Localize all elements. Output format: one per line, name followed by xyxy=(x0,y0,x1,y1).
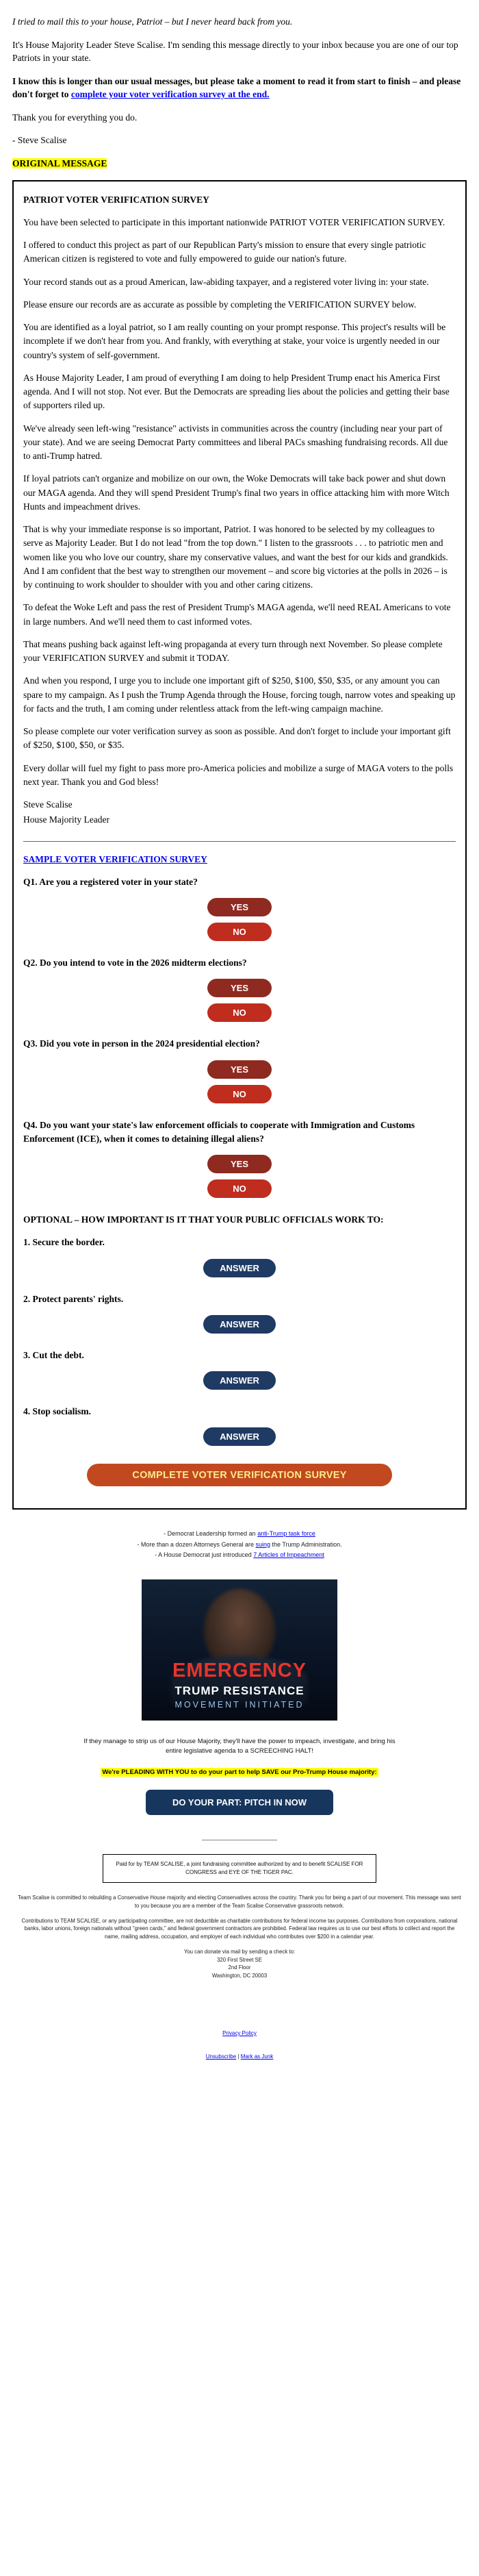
q3-yes-button[interactable]: YES xyxy=(207,1060,272,1079)
privacy-policy-link[interactable]: Privacy Policy xyxy=(222,2029,257,2036)
original-message-row xyxy=(12,157,467,171)
horizontal-divider xyxy=(23,841,456,842)
answer-button-3[interactable]: ANSWER xyxy=(203,1371,276,1390)
sample-survey-title-link[interactable]: SAMPLE VOTER VERIFICATION SURVEY xyxy=(23,853,207,864)
q3-no-button[interactable]: NO xyxy=(207,1085,272,1103)
optional-heading: OPTIONAL – HOW IMPORTANT IS IT THAT YOUR PUBLIC OFFICIALS WORK TO: xyxy=(23,1214,384,1225)
news-line-link[interactable]: 7 Articles of Impeachment xyxy=(253,1551,324,1558)
sample-survey-title-row xyxy=(23,853,456,866)
q4-no-button[interactable]: NO xyxy=(207,1179,272,1198)
news-line xyxy=(12,1529,467,1539)
intro-section xyxy=(12,15,467,171)
q3-answers xyxy=(23,1060,456,1103)
news-line-link[interactable]: anti-Trump task force xyxy=(257,1530,315,1538)
optional-item-4-answer xyxy=(23,1427,456,1446)
q2-no-button[interactable]: NO xyxy=(207,1003,272,1022)
optional-item-2-label: 2. Protect parents' rights. xyxy=(23,1293,124,1304)
survey-paragraph: That is why your immediate response is so important, Patriot. I was honored to be selected by my colleagues to serve as Majority Leader. But I do not lead "from the top down." I listen to the grassroots . . . to patriotic men and women like you who love our country, share my conservative values, and want the best for our kids and grandkids. And I am confident that the best way to strengthen our movement – and score big victories at the polls in 2026 – is by continuing to work shoulder to shoulder with you and other caring citizens. xyxy=(23,524,448,590)
news-line xyxy=(12,1540,467,1550)
answer-button-1[interactable]: ANSWER xyxy=(203,1259,276,1277)
optional-item-2-answer xyxy=(23,1315,456,1334)
survey-paragraph: We've already seen left-wing "resistance" activists in communities across the country (including near your part of your state). And we are seeing Democrat Party committees and liberal PACs smashing fundraising records. All due to anti-Trump hatred. xyxy=(23,423,448,461)
movement-initiated-line: MOVEMENT INITIATED xyxy=(174,1700,305,1710)
q4-answers xyxy=(23,1155,456,1198)
plea-highlight-row xyxy=(12,1765,467,1777)
news-line-text: the Trump Administration. xyxy=(270,1540,342,1548)
emergency-banner-image[interactable] xyxy=(142,1579,337,1721)
survey-paragraph: You are identified as a loyal patriot, so I am really counting on your prompt response. This project's results will be incomplete if we don't hear from you. And frankly, with everything at stake, your voice is urgently needed in our country's system of self-government. xyxy=(23,322,446,360)
survey-paragraph: If loyal patriots can't organize and mobilize on our own, the Woke Democrats will take back power and shut down our MAGA agenda. And they will spend President Trump's final two years in office attacking him with more Witch Hunts and impeachment drives. xyxy=(23,473,450,512)
survey-anchor-link[interactable]: complete your voter verification survey at the end. xyxy=(70,89,270,100)
intro-thanks: Thank you for everything you do. xyxy=(12,112,138,123)
answer-button-2[interactable]: ANSWER xyxy=(203,1315,276,1334)
legal-text-1: Team Scalise is committed to rebuilding a Conservative House majority and electing Conservatives across the country. Thank you for being a part of our movement. This message was sent to you because you are a member of the Team Scalise Conservative grassroots network. xyxy=(18,1895,461,1910)
news-bullets xyxy=(12,1529,467,1560)
survey-paragraph: Every dollar will fuel my fight to pass more pro-America policies and mobilize a surge of MAGA voters to the polls next year. Thank you and God bless! xyxy=(23,762,454,787)
survey-box-title: PATRIOT VOTER VERIFICATION SURVEY xyxy=(23,194,209,205)
optional-item-1-answer xyxy=(23,1259,456,1277)
legal-text-2: Contributions to TEAM SCALISE, or any participating committee, are not deductible as charitable contributions for federal income tax purposes. Contributions from corporations, national banks, labor unions, foreign nationals without "green cards," and federal government contractors are prohibited. Federal law requires us to use our best efforts to collect and report the name, mailing address, occupation, and employer of each individual who contributes over $200 in a calendar year. xyxy=(21,1917,458,1940)
q4-yes-button[interactable]: YES xyxy=(207,1155,272,1173)
news-line-text: - Democrat Leadership formed an xyxy=(164,1530,258,1538)
privacy-row xyxy=(18,2029,461,2038)
link-separator: | xyxy=(237,2053,240,2060)
q2-yes-button[interactable]: YES xyxy=(207,979,272,997)
address-line-2: 2nd Floor xyxy=(228,1964,251,1971)
question-q2: Q2. Do you intend to vote in the 2026 midterm elections? xyxy=(23,958,247,968)
majority-warning-text: If they manage to strip us of our House Majority, they'll have the power to impeach, investigate, and bring his entire legislative agenda to a SCREECHING HALT! xyxy=(83,1738,396,1755)
question-q4: Q4. Do you want your state's law enforcement officials to cooperate with Immigration and Customs Enforcement (ICE), when it comes to detaining illegal aliens? xyxy=(23,1119,415,1144)
survey-paragraph: Your record stands out as a proud American, law-abiding taxpayer, and a registered voter living in: your state. xyxy=(23,276,429,287)
pitch-in-button[interactable]: DO YOUR PART: PITCH IN NOW xyxy=(146,1790,333,1815)
unsubscribe-link[interactable]: Unsubscribe xyxy=(205,2053,237,2060)
intro-opening-line: I tried to mail this to your house, Patriot – but I never heard back from you. xyxy=(12,16,293,27)
optional-item-3-label: 3. Cut the debt. xyxy=(23,1349,84,1360)
news-line-link[interactable]: suing xyxy=(255,1540,271,1548)
optional-item-1-label: 1. Secure the border. xyxy=(23,1237,105,1248)
survey-paragraph: You have been selected to participate in this important nationwide PATRIOT VOTER VERIFICATION SURVEY. xyxy=(23,216,445,227)
donate-by-mail-intro: You can donate via mail by sending a check to: xyxy=(183,1948,296,1955)
intro-second-line: It's House Majority Leader Steve Scalise. I'm sending this message directly to your inbox because you are one of our top Patriots in your state. xyxy=(12,39,458,64)
news-line xyxy=(12,1550,467,1560)
q1-answers xyxy=(23,898,456,941)
original-message-label: ORIGINAL MESSAGE xyxy=(12,158,107,168)
survey-paragraph: So please complete our voter verification survey as soon as possible. And don't forget to include your important gift of $250, $100, $50, or $35. xyxy=(23,726,451,751)
q1-yes-button[interactable]: YES xyxy=(207,898,272,916)
complete-survey-button[interactable]: COMPLETE VOTER VERIFICATION SURVEY xyxy=(87,1464,392,1486)
q2-answers xyxy=(23,979,456,1022)
banner-text xyxy=(142,1660,337,1710)
q1-no-button[interactable]: NO xyxy=(207,923,272,941)
question-q1: Q1. Are you a registered voter in your state? xyxy=(23,876,198,887)
survey-paragraph: Please ensure our records are as accurate as possible by completing the VERIFICATION SURVEY below. xyxy=(23,299,417,310)
mailing-address-block xyxy=(18,1948,461,1980)
signature-title: House Majority Leader xyxy=(23,814,109,825)
survey-box xyxy=(12,180,467,1510)
answer-button-4[interactable]: ANSWER xyxy=(203,1427,276,1446)
address-line-3: Washington, DC 20003 xyxy=(211,1972,268,1979)
plea-highlight-text: We're PLEADING WITH YOU to do your part to help SAVE our Pro-Trump House majority: xyxy=(102,1768,377,1776)
paid-for-disclaimer: Paid for by TEAM SCALISE, a joint fundraising committee authorized by and to benefit SCALISE FOR CONGRESS and EYE OF THE TIGER PAC. xyxy=(103,1854,376,1884)
survey-paragraph: I offered to conduct this project as part of our Republican Party's mission to ensure that every single patriotic American citizen is registered to vote and fully empowered to guide our nation's future. xyxy=(23,240,426,264)
news-line-text: - More than a dozen Attorneys General are xyxy=(137,1540,256,1548)
signature-name: Steve Scalise xyxy=(23,799,73,810)
intro-bold-text: I know this is longer than our usual messages, but please take a moment to read it from start to finish – and please don't forget to xyxy=(12,75,461,100)
survey-paragraph: And when you respond, I urge you to include one important gift of $250, $100, $50, $35, or any amount you can spare to my campaign. As I push the Trump Agenda through the House, forcing tough, narrow votes and speaking up for facts and the truth, I am coming under relentless attack from the left-wing campaign machine. xyxy=(23,675,456,714)
intro-bold-paragraph xyxy=(12,75,467,101)
intro-signoff: - Steve Scalise xyxy=(12,135,67,146)
news-line-text: - A House Democrat just introduced xyxy=(155,1551,254,1558)
survey-paragraph: As House Majority Leader, I am proud of everything I am doing to help President Trump enact his America First agenda. And I will not stop. Not ever. But the Democrats are spreading lies about the policies and getting their base of supporters riled up. xyxy=(23,372,450,411)
optional-item-3-answer xyxy=(23,1371,456,1390)
survey-paragraph: That means pushing back against left-wing propaganda at every turn through next November. So please complete your VERIFICATION SURVEY and submit it TODAY. xyxy=(23,638,443,663)
address-line-1: 320 First Street SE xyxy=(217,1956,262,1963)
trump-resistance-line: TRUMP RESISTANCE xyxy=(174,1684,305,1698)
question-q3: Q3. Did you vote in person in the 2024 presidential election? xyxy=(23,1038,260,1049)
survey-paragraph: To defeat the Woke Left and pass the rest of President Trump's MAGA agenda, we'll need REAL Americans to vote in large numbers. And we'll need them to cast informed votes. xyxy=(23,602,451,627)
optional-item-4-label: 4. Stop socialism. xyxy=(23,1406,92,1416)
unsubscribe-row xyxy=(18,2053,461,2061)
mark-as-junk-link[interactable]: Mark as Junk xyxy=(240,2053,274,2060)
emergency-headline: EMERGENCY xyxy=(172,1660,307,1682)
